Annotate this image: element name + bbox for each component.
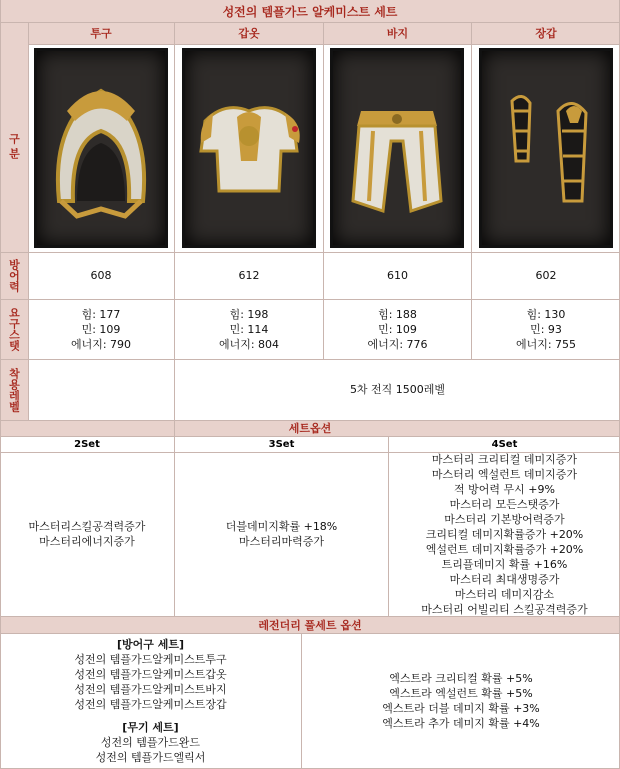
legendary-title (0, 617, 620, 633)
pants-image (330, 48, 464, 248)
set-option-title-text: 세트옵션 (288, 422, 332, 435)
divider (0, 299, 620, 300)
legendary-title-text: 레전더리 풀세트 옵션 (258, 619, 362, 632)
row-label-level-text: 착용레벨 (7, 367, 21, 412)
armor-set-title: [방어구 세트] (116, 638, 184, 651)
gloves-icon (482, 51, 610, 245)
level-empty-cell (28, 359, 174, 420)
armor-set-item: 성전의 템플가드알케미스트바지 (74, 683, 227, 696)
defense-value: 612 (238, 269, 260, 282)
defense-gloves (472, 252, 620, 299)
defense-pants (324, 252, 471, 299)
level-requirement (175, 359, 620, 420)
set-option-line: 트리플데미지 확률 +16% (441, 557, 568, 571)
level-requirement-text: 5차 전직 1500레벨 (349, 383, 446, 396)
armor-image-cell (175, 44, 323, 252)
defense-value: 602 (535, 269, 557, 282)
gloves-image-cell (472, 44, 620, 252)
set-option-line: 마스터리스킬공격력증가 (28, 520, 146, 533)
armor-icon (185, 51, 313, 245)
divider (0, 420, 620, 421)
stat-energy: 에너지: 776 (367, 337, 428, 351)
row-label-level (0, 359, 28, 420)
divider (28, 22, 29, 420)
armor-set-item: 성전의 템플가드알케미스트갑옷 (74, 668, 227, 681)
set-title-text: 성전의 템플가드 알케미스트 세트 (222, 4, 398, 19)
defense-value: 608 (90, 269, 112, 282)
pants-icon (333, 51, 461, 245)
set-option-line: 엑설런트 데미지확률증가 +20% (425, 542, 584, 556)
row-label-requirement (0, 299, 28, 359)
set4-header-text: 4Set (491, 438, 518, 450)
set4-header (389, 436, 620, 452)
stats-pants (324, 299, 471, 359)
set-option-line: 마스터리 어빌리티 스킬공격력증가 (421, 602, 588, 616)
helmet-image (34, 48, 168, 248)
stat-energy: 에너지: 755 (515, 337, 577, 351)
divider (174, 22, 175, 436)
column-header-armor (175, 22, 323, 44)
weapon-set-title: [무기 세트] (122, 721, 179, 734)
set3-header-text: 3Set (268, 438, 295, 450)
divider (0, 0, 1, 769)
stat-energy: 에너지: 804 (218, 337, 280, 351)
set-option-line: 적 방어력 무시 +9% (454, 482, 555, 496)
column-header-helmet-label: 투구 (90, 27, 112, 40)
row-label-requirement-text: 요구스탯 (7, 307, 21, 351)
weapon-set-item: 성전의 템플가드완드 (100, 736, 201, 749)
defense-armor (175, 252, 323, 299)
row-label-defense-text: 방어력 (7, 259, 21, 292)
set-option-title (0, 420, 620, 436)
gloves-image (479, 48, 613, 248)
set-option-line: 크리티컬 데미지확률증가 +20% (425, 527, 584, 541)
row-label-category-text: 구분 (7, 133, 21, 163)
stat-agi: 민: 93 (530, 322, 562, 336)
set-option-line: 마스터리 모든스탯증가 (449, 497, 560, 511)
set-option-line: 마스터리 엑설런트 데미지증가 (431, 467, 578, 481)
armor-image (182, 48, 316, 248)
stats-gloves (472, 299, 620, 359)
divider (28, 44, 620, 45)
pants-image-cell (324, 44, 471, 252)
set3-options (175, 452, 388, 616)
helmet-icon (37, 51, 165, 245)
armor-set-item: 성전의 템플가드알케미스트투구 (74, 653, 227, 666)
column-header-helmet (28, 22, 174, 44)
set-option-line: 마스터리 크리티컬 데미지증가 (431, 452, 578, 466)
row-label-category (0, 44, 28, 252)
set-option-line: 마스터리 데미지감소 (454, 587, 555, 601)
column-header-armor-label: 갑옷 (238, 27, 260, 40)
divider (323, 22, 324, 359)
legendary-option-line: 엑스트라 크리티컬 확률 +5% (389, 672, 533, 685)
stat-str: 힘: 188 (378, 307, 417, 321)
stat-str: 힘: 130 (526, 307, 566, 321)
set3-header (175, 436, 388, 452)
divider (0, 436, 620, 437)
legendary-option-line: 엑스트라 엑설런트 확률 +5% (389, 687, 533, 700)
divider (0, 452, 620, 453)
set-option-line: 마스터리에너지증가 (39, 535, 135, 548)
column-header-pants-label: 바지 (386, 27, 409, 40)
divider (0, 22, 620, 23)
column-header-gloves (472, 22, 620, 44)
set4-options (389, 452, 620, 616)
divider (174, 436, 175, 616)
column-header-pants (324, 22, 471, 44)
stat-agi: 민: 109 (81, 322, 121, 336)
divider (471, 22, 472, 359)
stats-helmet (28, 299, 174, 359)
set2-header (0, 436, 174, 452)
stat-str: 힘: 198 (229, 307, 269, 321)
row-label-defense (0, 252, 28, 299)
column-header-gloves-label: 장갑 (535, 27, 557, 40)
divider (388, 436, 389, 616)
defense-helmet (28, 252, 174, 299)
set2-header-text: 2Set (74, 438, 100, 450)
helmet-image-cell (28, 44, 174, 252)
divider (0, 252, 620, 253)
divider (0, 633, 620, 634)
set2-options (0, 452, 174, 616)
set-option-line: 마스터리 기본방어력증가 (444, 512, 565, 526)
divider (0, 616, 620, 617)
set-option-line: 마스터리 최대생명증가 (449, 572, 560, 586)
stat-agi: 민: 109 (378, 322, 417, 336)
legendary-option-line: 엑스트라 추가 데미지 확률 +4% (382, 717, 540, 730)
set-option-line: 더블데미지확률 +18% (225, 520, 338, 533)
stat-agi: 민: 114 (229, 322, 269, 336)
set-option-line: 마스터리마력증가 (238, 535, 324, 548)
legendary-options (302, 633, 620, 769)
stat-str: 힘: 177 (81, 307, 121, 321)
weapon-set-item: 성전의 템플가드엘릭서 (95, 751, 206, 764)
set-title (0, 0, 620, 22)
legendary-option-line: 엑스트라 더블 데미지 확률 +3% (382, 702, 540, 715)
stats-armor (175, 299, 323, 359)
armor-set-item: 성전의 템플가드알케미스트장갑 (74, 698, 227, 711)
divider (301, 633, 302, 769)
defense-value: 610 (387, 269, 408, 282)
stat-energy: 에너지: 790 (70, 337, 132, 351)
legendary-items (0, 633, 301, 769)
divider (0, 359, 620, 360)
